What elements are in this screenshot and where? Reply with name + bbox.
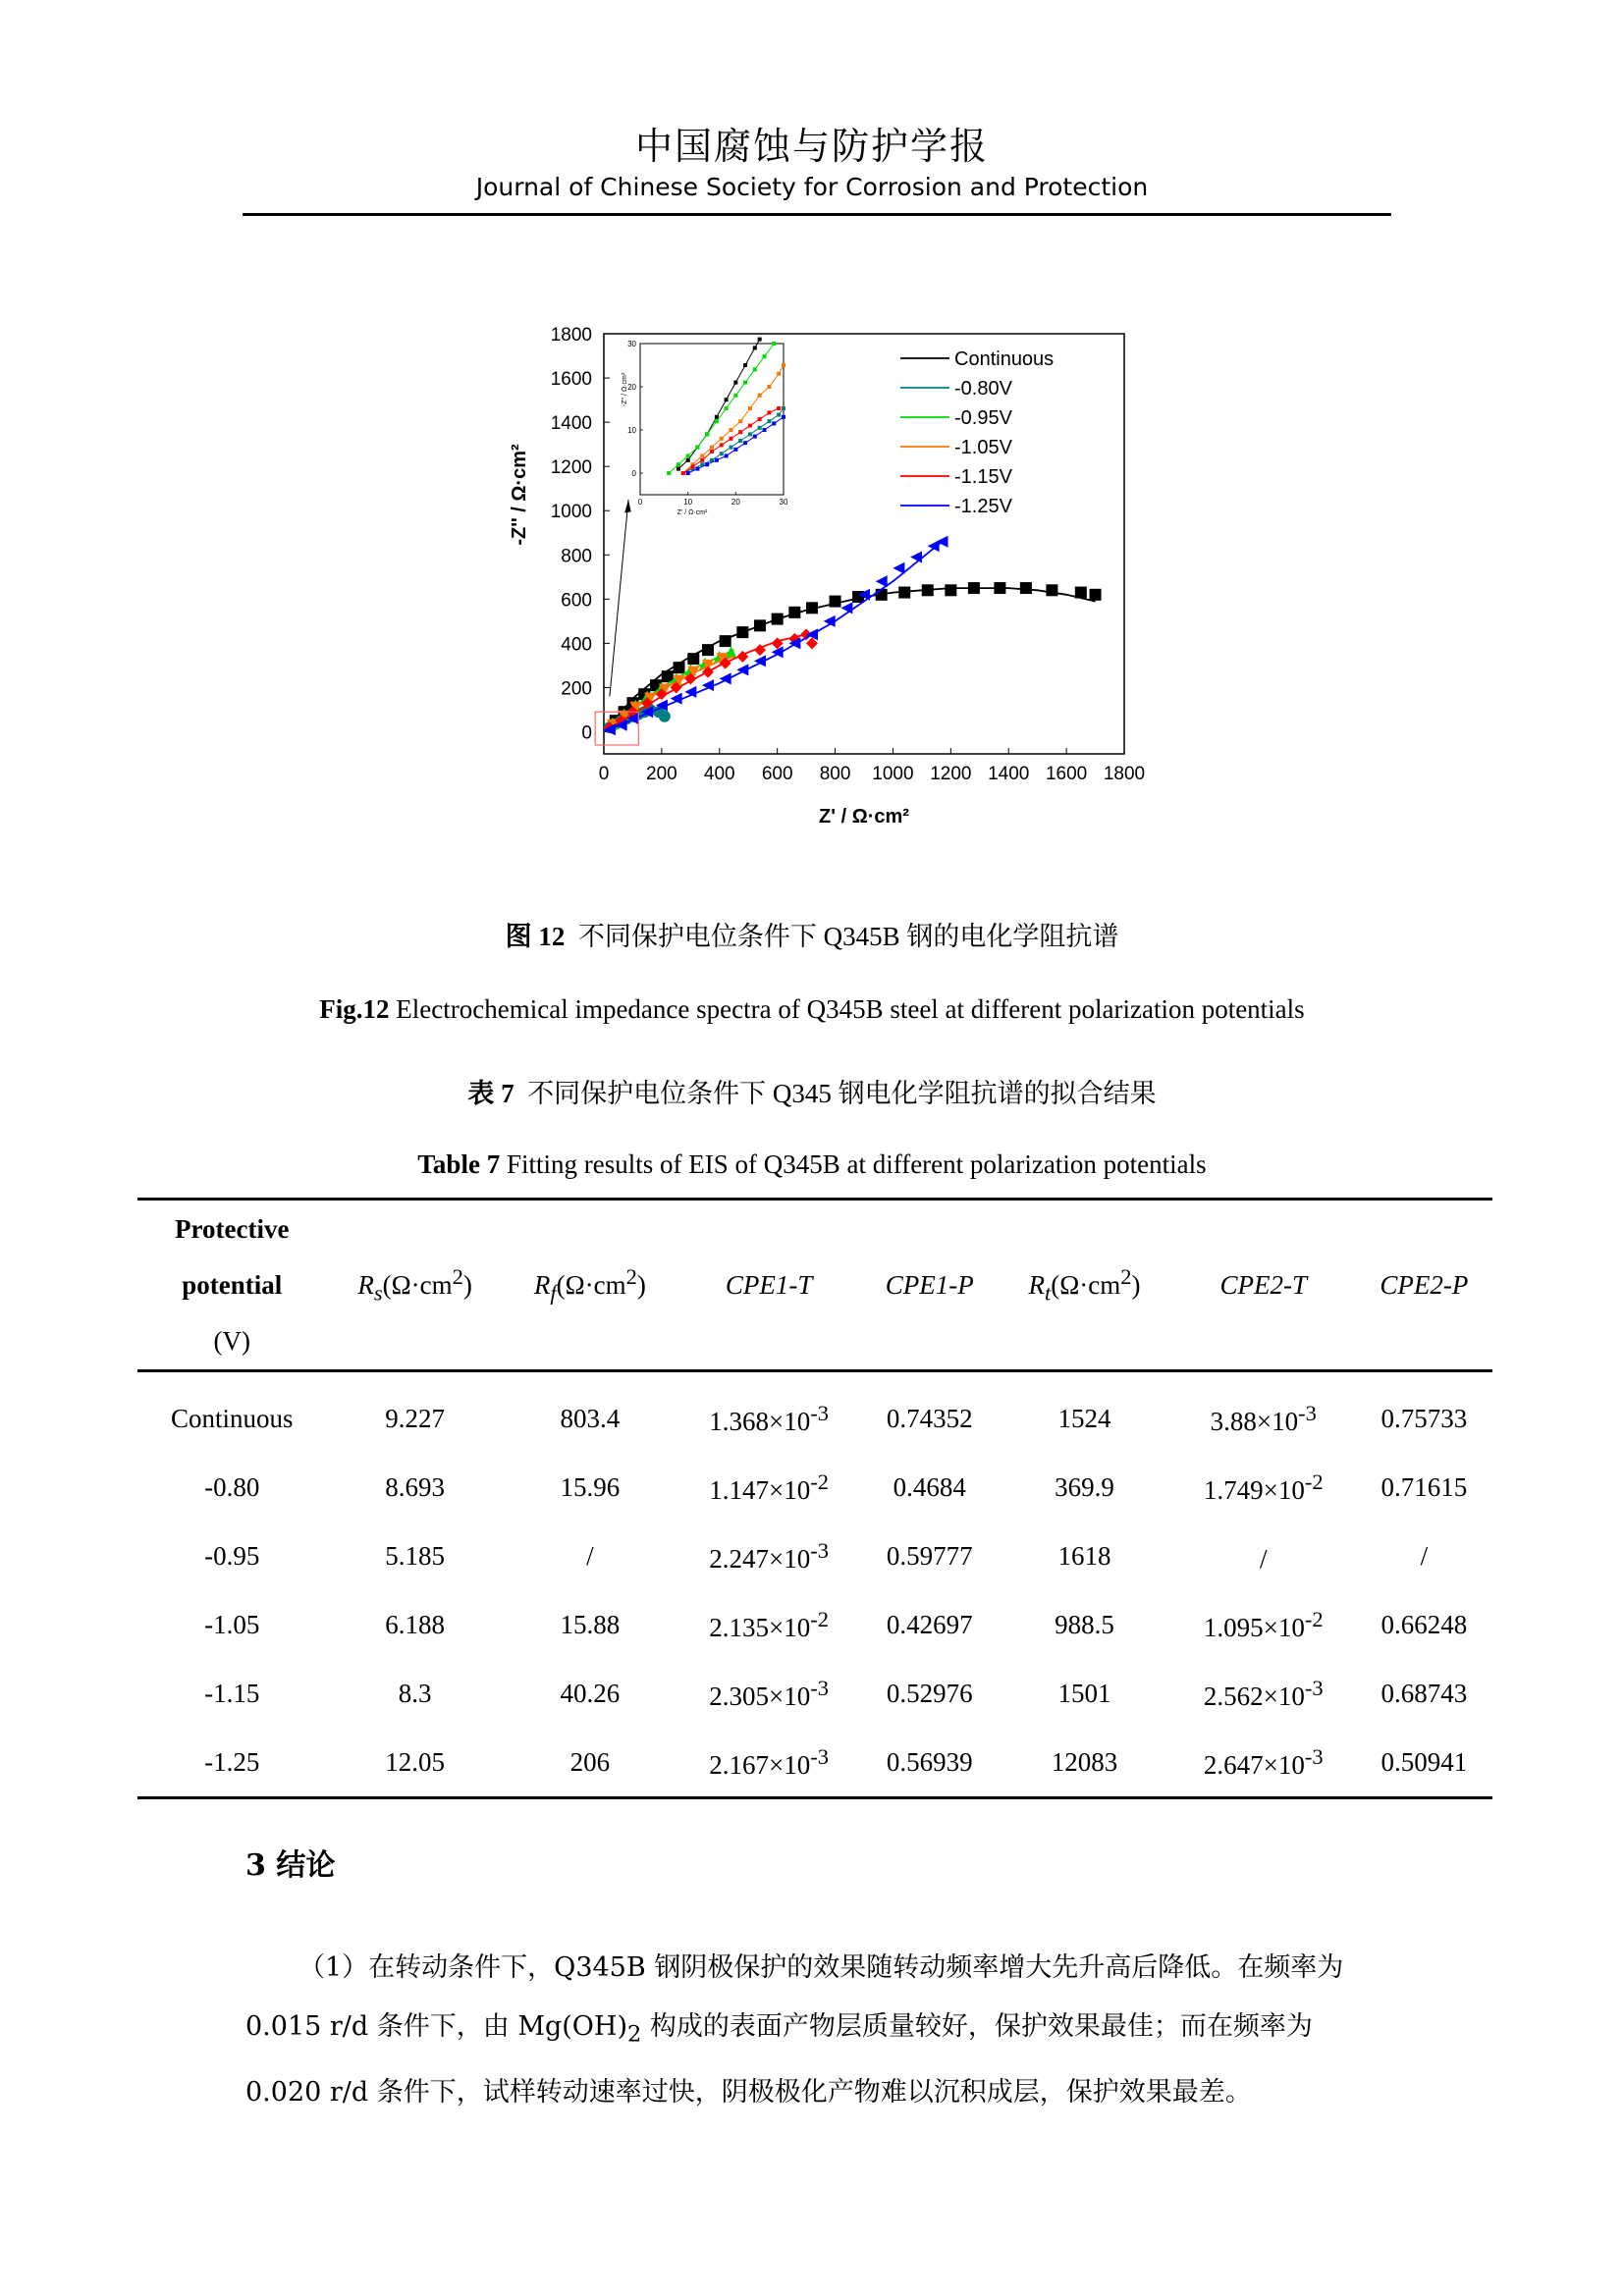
inset-point xyxy=(738,419,742,423)
inset-y-tick-label: 0 xyxy=(631,469,636,478)
data-point xyxy=(788,607,800,618)
inset-point xyxy=(725,406,729,410)
journal-title-cn: 中国腐蚀与防护学报 xyxy=(634,125,989,168)
inset-y-label: -Z'' / Ω·cm² xyxy=(622,372,628,407)
inset-point xyxy=(725,398,729,401)
y-tick-label: 600 xyxy=(561,590,592,612)
inset-point xyxy=(705,432,709,436)
inset-point xyxy=(748,424,752,428)
data-point xyxy=(1020,582,1032,594)
inset-point xyxy=(710,450,714,454)
inset-point xyxy=(691,464,695,468)
legend-label: -0.95V xyxy=(954,407,1012,429)
data-point xyxy=(876,589,888,601)
data-point xyxy=(754,619,766,631)
inset-point xyxy=(743,363,747,367)
table-row: -0.95 5.185 / $2.247\times 10^{-3}$ 0.59777 1618 / / xyxy=(204,1537,1429,1574)
inset-y-tick-label: 10 xyxy=(627,426,636,435)
legend-label: Continuous xyxy=(954,348,1055,370)
inset-point xyxy=(738,439,742,443)
inset-point xyxy=(715,415,719,419)
chart-series xyxy=(604,536,1102,735)
zoom-arrow-line xyxy=(610,500,628,696)
col-protective-potential: Protective potential (V) xyxy=(175,1213,290,1356)
inset-point xyxy=(695,446,699,450)
chart-legend xyxy=(900,348,1054,517)
inset-point xyxy=(758,338,762,342)
figure-caption-cn xyxy=(0,915,1624,953)
inset-x-tick-label: 10 xyxy=(683,498,693,507)
table-caption-cn xyxy=(0,1072,1624,1110)
inset-point xyxy=(743,381,747,385)
inset-point xyxy=(777,372,781,376)
inset-chart xyxy=(622,338,788,516)
data-point xyxy=(945,584,956,596)
table-row: -0.80 8.693 15.96 $1.147\times 10^{-2}$ 0.4684 369.9 $1.749\times 10^{-2}$ 0.71615 xyxy=(204,1468,1468,1505)
y-tick-label: 1400 xyxy=(550,413,592,435)
x-tick-label: 1000 xyxy=(872,764,914,784)
col-cpe1-p: CPE1-P xyxy=(885,1269,974,1300)
table-caption-cn-text: 不同保护电位条件下 Q345 钢电化学阻抗谱的拟合结果 xyxy=(527,1079,1157,1108)
data-point xyxy=(898,587,910,599)
data-point xyxy=(659,711,671,722)
inset-point xyxy=(677,467,680,471)
figure-caption-en-text: Electrochemical impedance spectra of Q345B steel at different polarization potentials xyxy=(396,994,1305,1024)
inset-point xyxy=(710,446,714,450)
legend-label: -1.05V xyxy=(954,437,1012,458)
inset-point xyxy=(772,342,776,346)
inset-y-tick-label: 30 xyxy=(627,340,636,348)
inset-point xyxy=(748,432,752,436)
inset-point xyxy=(720,443,724,447)
inset-x-tick-label: 0 xyxy=(637,498,643,507)
inset-point xyxy=(700,454,704,457)
x-tick-label: 1800 xyxy=(1103,764,1146,784)
x-tick-label: 0 xyxy=(598,764,610,784)
inset-point xyxy=(738,430,742,434)
table-row: Continuous 9.227 803.4 $1.368\times 10^{-3}$ 0.74352 1524 $3.88\times 10^{-3}$ 0.75733 xyxy=(170,1400,1468,1436)
data-point xyxy=(876,575,888,587)
y-tick-label: 1800 xyxy=(550,325,592,346)
inset-point xyxy=(705,462,709,466)
col-cpe2-p: CPE2-P xyxy=(1380,1269,1469,1300)
table-header-row xyxy=(137,1200,1492,1371)
inset-point xyxy=(763,354,767,358)
y-axis-label: -Z'' / Ω·cm² xyxy=(509,444,530,546)
data-point xyxy=(994,582,1005,594)
inset-point xyxy=(729,437,732,441)
x-tick-label: 600 xyxy=(761,764,793,784)
inset-point xyxy=(715,419,719,423)
table-caption-en-text: Fitting results of EIS of Q345B at different polarization potentials xyxy=(506,1149,1207,1179)
table-row: -1.05 6.188 15.88 $2.135\times 10^{-2}$ 0.42697 988.5 $1.095\times 10^{-2}$ 0.66248 xyxy=(204,1606,1468,1642)
inset-point xyxy=(720,437,724,441)
inset-point xyxy=(758,417,762,421)
table-label-en: Table 7 xyxy=(417,1149,501,1179)
data-point xyxy=(968,582,980,594)
legend-label: -1.25V xyxy=(954,496,1012,517)
journal-title-en: Journal of Chinese Society for Corrosion and Protection xyxy=(475,173,1149,201)
inset-x-label: Z' / Ω·cm² xyxy=(677,509,708,516)
inset-point xyxy=(729,428,732,432)
inset-point xyxy=(753,367,757,371)
data-point xyxy=(720,635,731,647)
legend-label: -0.80V xyxy=(954,378,1012,400)
inset-point xyxy=(772,421,776,425)
col-cpe1-t: CPE1-T xyxy=(725,1269,813,1300)
section-heading: 3 结论 xyxy=(245,1848,336,1883)
data-point xyxy=(674,662,685,673)
figure-caption-cn-text: 不同保护电位条件下 Q345B 钢的电化学阻抗谱 xyxy=(577,922,1119,951)
inset-point xyxy=(748,406,752,410)
inset-point xyxy=(758,394,762,398)
data-point xyxy=(830,596,841,608)
y-tick-label: 1600 xyxy=(550,369,592,391)
inset-point xyxy=(767,385,771,389)
inset-point xyxy=(733,381,737,385)
inset-point xyxy=(686,458,690,462)
inset-x-tick-label: 20 xyxy=(731,498,740,507)
inset-point xyxy=(763,428,767,432)
figure-caption-en xyxy=(0,994,1624,1025)
series--1-25v xyxy=(604,536,948,735)
inset-point xyxy=(720,452,724,455)
inset-point xyxy=(777,413,781,417)
y-tick-label: 400 xyxy=(561,634,592,656)
x-tick-label: 400 xyxy=(703,764,735,784)
table-row: -1.15 8.3 40.26 $2.305\times 10^{-3}$ 0.52976 1501 $2.562\times 10^{-3}$ 0.68743 xyxy=(204,1675,1468,1711)
inset-point xyxy=(758,426,762,430)
col-rf: $R_f(\Omega\cdot cm^2)$ xyxy=(533,1264,646,1306)
x-tick-label: 1400 xyxy=(988,764,1030,784)
inset-point xyxy=(782,363,785,367)
inset-y-tick-label: 20 xyxy=(627,383,636,392)
header-rule xyxy=(243,213,1391,216)
data-point xyxy=(840,602,852,614)
inset-point xyxy=(767,419,771,423)
inset-x-tick-label: 30 xyxy=(779,498,788,507)
x-tick-label: 1600 xyxy=(1045,764,1088,784)
data-point xyxy=(687,653,699,665)
y-tick-label: 1000 xyxy=(550,502,592,523)
inset-point xyxy=(729,446,732,450)
inset-point xyxy=(715,458,719,462)
inset-point xyxy=(686,454,690,457)
inset-border xyxy=(640,344,784,495)
inset-point xyxy=(733,448,737,452)
table-row: -1.25 12.05 206 $2.167\times 10^{-3}$ 0.56939 12083 $2.647\times 10^{-3}$ 0.50941 xyxy=(137,1728,1492,1798)
figure-label-cn: 图 12 xyxy=(505,922,566,951)
inset-point xyxy=(767,410,771,414)
inset-point xyxy=(733,394,737,398)
inset-point xyxy=(782,415,785,419)
data-point xyxy=(806,602,818,614)
data-point xyxy=(922,584,934,596)
legend-label: -1.15V xyxy=(954,466,1012,488)
y-tick-label: 800 xyxy=(561,546,592,567)
inset-point xyxy=(782,406,785,410)
inset-point xyxy=(677,462,680,466)
col-cpe2-t: CPE2-T xyxy=(1219,1269,1307,1300)
x-tick-label: 1200 xyxy=(930,764,972,784)
data-point xyxy=(893,562,904,574)
inset-point xyxy=(695,467,699,471)
y-tick-label: 200 xyxy=(561,678,592,700)
x-axis-label: Z' / Ω·cm² xyxy=(819,806,909,828)
inset-point xyxy=(743,441,747,445)
col-rs: $R_s(\Omega\cdot cm^2)$ xyxy=(357,1264,472,1306)
conclusion-paragraph: （1）在转动条件下，Q345B 钢阴极保护的效果随转动频率增大先升高后降低。在频率为 0.015 r/d 条件下，由 $Mg(OH)_2$ 构成的表面产物层质量较好，保护效果最佳；而在频率为 0.020 r/d 条件下，试样转动速率过快，阴极极化产物难以沉积成层，保护效果最差。 xyxy=(245,1952,1344,2109)
data-point xyxy=(736,626,748,638)
eis-chart xyxy=(471,312,1178,842)
inset-point xyxy=(686,471,690,475)
data-point xyxy=(1075,587,1087,599)
fitting-results-table xyxy=(137,1198,1492,1799)
table-label-cn: 表 7 xyxy=(467,1079,514,1108)
inset-point xyxy=(681,471,685,475)
y-tick-label: 1200 xyxy=(550,457,592,479)
inset-point xyxy=(725,454,729,457)
x-tick-label: 200 xyxy=(646,764,677,784)
col-rt: $R_t(\Omega\cdot cm^2)$ xyxy=(1028,1264,1141,1306)
figure-label-en: Fig.12 xyxy=(319,994,390,1024)
inset-point xyxy=(753,346,757,349)
inset-point xyxy=(753,435,757,439)
inset-point xyxy=(667,471,671,475)
data-point xyxy=(910,552,922,563)
y-tick-label: 0 xyxy=(581,722,592,744)
fit-line xyxy=(604,542,943,732)
inset-point xyxy=(777,406,781,410)
data-point xyxy=(702,644,714,656)
x-tick-label: 800 xyxy=(819,764,851,784)
inset-point xyxy=(700,458,704,462)
data-point xyxy=(772,614,784,625)
table-caption-en xyxy=(0,1149,1624,1180)
data-point xyxy=(726,646,737,658)
data-point xyxy=(1090,589,1102,601)
data-point xyxy=(1046,584,1057,596)
